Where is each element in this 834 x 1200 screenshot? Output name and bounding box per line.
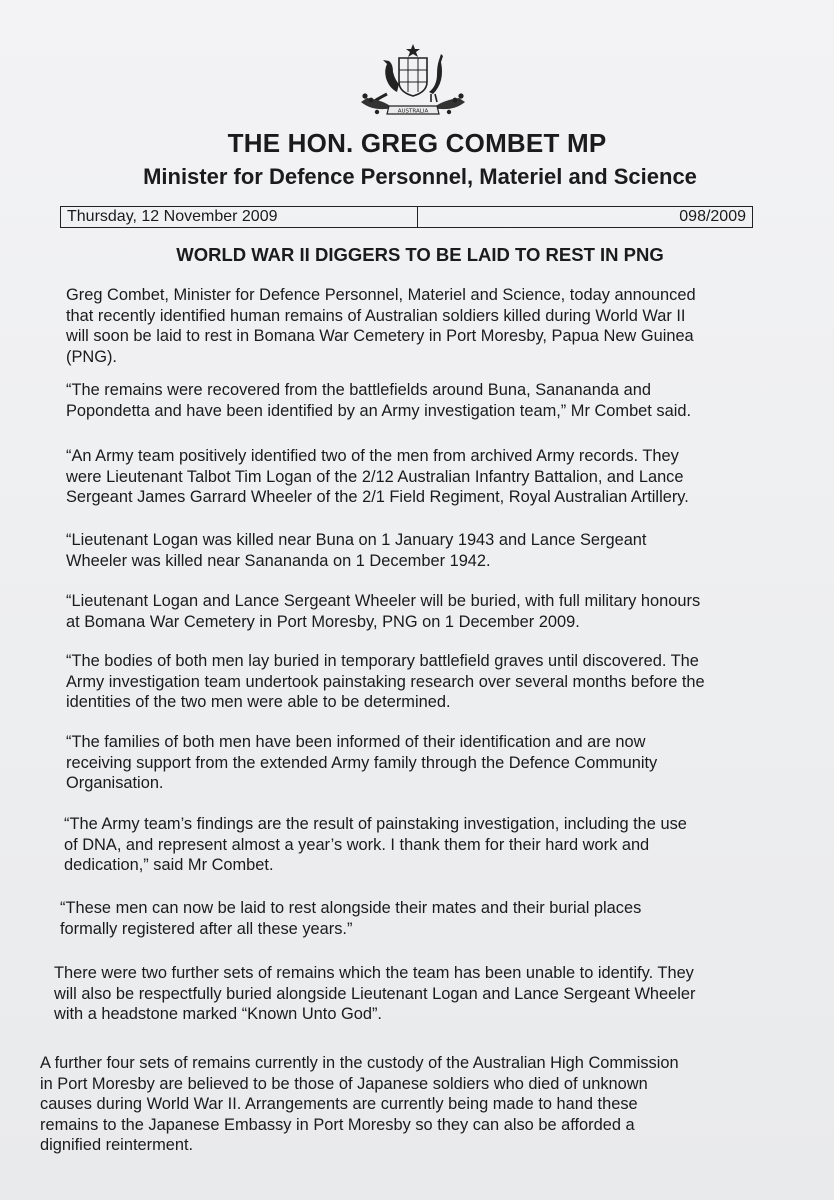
text-line: dedication,” said Mr Combet. — [64, 856, 274, 875]
text-line: at Bomana War Cemetery in Port Moresby, PNG on 1 December 2009. — [66, 612, 580, 631]
text-line: formally registered after all these years.” — [60, 919, 353, 938]
text-line: “An Army team positively identified two of the men from archived Army records. They — [66, 447, 679, 465]
text-line: of DNA, and represent almost a year’s work. I thank them for their hard work and — [64, 835, 650, 854]
minister-title: Minister for Defence Personnel, Materiel and Science — [143, 164, 697, 189]
text-line: remains to the Japanese Embassy in Port Moresby so they can also be afforded a — [40, 1115, 635, 1134]
text-line: were Lieutenant Talbot Tim Logan of the 2/12 Australian Infantry Battalion, and Lance — [66, 467, 684, 486]
text-line: Army investigation team undertook painstaking research over several months before the — [66, 672, 705, 691]
text-line: “Lieutenant Logan and Lance Sergeant Wheeler will be buried, with full military honours — [66, 592, 701, 610]
text-line: Sergeant James Garrard Wheeler of the 2/1 Field Regiment, Royal Australian Artillery. — [66, 488, 689, 507]
text-line: (PNG). — [66, 347, 117, 366]
paragraph-7 — [66, 732, 657, 794]
paragraph-3 — [66, 446, 689, 508]
text-line: with a headstone marked “Known Unto God”. — [54, 1005, 382, 1024]
headline: WORLD WAR II DIGGERS TO BE LAID TO REST IN PNG — [176, 244, 664, 265]
text-line: Organisation. — [66, 774, 164, 793]
text-line: causes during World War II. Arrangements are currently being made to hand these — [40, 1095, 638, 1114]
text-line: “Lieutenant Logan was killed near Buna on 1 January 1943 and Lance Sergeant — [66, 531, 647, 549]
coat-of-arms-icon — [353, 42, 473, 120]
minister-name: THE HON. GREG COMBET MP — [227, 128, 607, 158]
text-line: A further four sets of remains currently in the custody of the Australian High Commission — [40, 1054, 679, 1072]
dateline-box — [60, 206, 753, 228]
text-line: “The families of both men have been informed of their identification and are now — [66, 733, 646, 751]
text-line: receiving support from the extended Army family through the Defence Community — [66, 753, 658, 772]
crest-motto: AUSTRALIA — [397, 108, 429, 115]
paragraph-1 — [66, 285, 696, 367]
paragraph-5 — [66, 591, 700, 632]
text-line: that recently identified human remains of Australian soldiers killed during World War II — [66, 306, 686, 325]
text-line: will soon be laid to rest in Bomana War Cemetery in Port Moresby, Papua New Guinea — [66, 327, 694, 346]
text-line: dignified reinterment. — [40, 1136, 194, 1155]
release-reference: 098/2009 — [679, 208, 746, 225]
paragraph-8 — [64, 814, 687, 876]
paragraph-2 — [66, 380, 691, 421]
text-line: will also be respectfully buried alongside Lieutenant Logan and Lance Sergeant Wheeler — [54, 984, 696, 1003]
text-line: Popondetta and have been identified by an Army investigation team,” Mr Combet said. — [66, 401, 692, 420]
text-line: “These men can now be laid to rest alongside their mates and their burial places — [60, 899, 642, 917]
release-date: Thursday, 12 November 2009 — [61, 207, 418, 227]
text-line: “The bodies of both men lay buried in temporary battlefield graves until discovered. The — [66, 652, 699, 670]
paragraph-10 — [54, 963, 695, 1025]
paragraph-6 — [66, 651, 705, 713]
text-line: identities of the two men were able to be determined. — [66, 693, 451, 712]
text-line: in Port Moresby are believed to be those of Japanese soldiers who died of unknown — [40, 1074, 648, 1093]
text-line: “The Army team’s findings are the result of painstaking investigation, including the use — [64, 815, 687, 833]
paragraph-11 — [40, 1053, 679, 1156]
text-line: Wheeler was killed near Sanananda on 1 December 1942. — [66, 551, 491, 570]
paragraph-9 — [60, 898, 641, 939]
text-line: Greg Combet, Minister for Defence Personnel, Materiel and Science, today announced — [66, 286, 696, 304]
paragraph-4 — [66, 530, 646, 571]
text-line: There were two further sets of remains which the team has been unable to identify. They — [54, 964, 694, 982]
text-line: “The remains were recovered from the battlefields around Buna, Sanananda and — [66, 381, 651, 399]
